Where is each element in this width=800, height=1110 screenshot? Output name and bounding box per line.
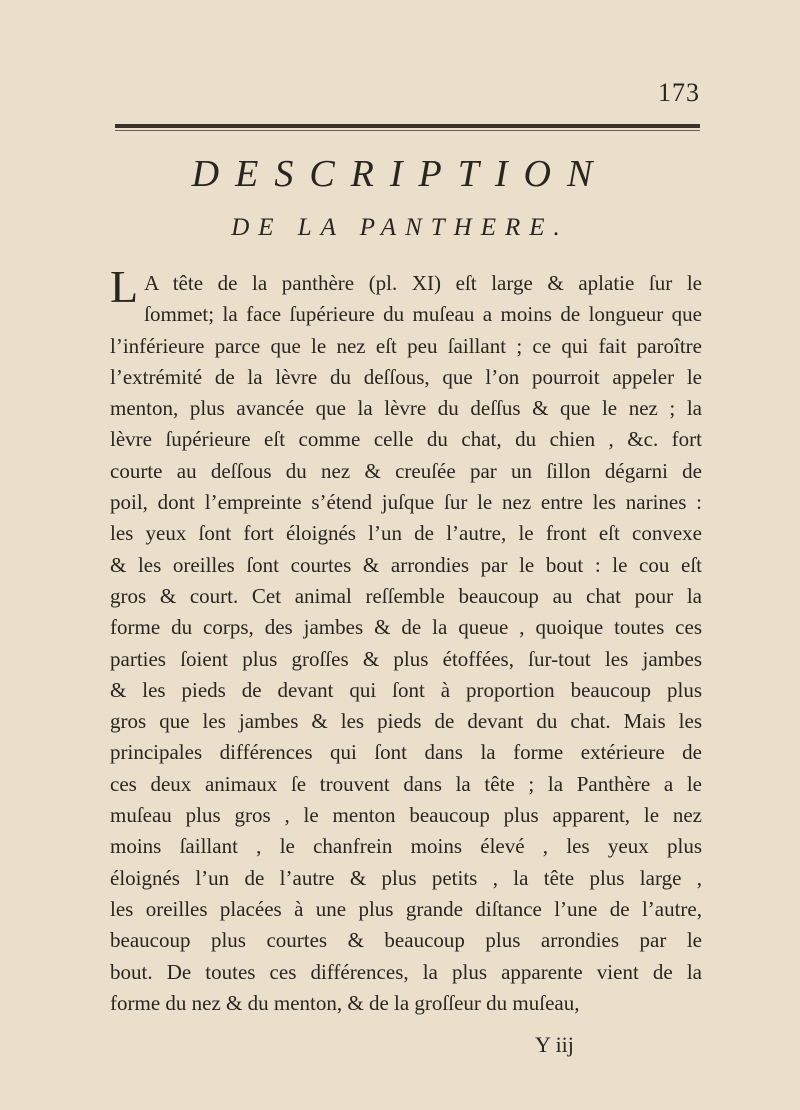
text-line: ces deux animaux ſe trouvent dans la tête ; la Panthère a le xyxy=(110,771,702,796)
text-line: courte au deſſous du nez & creuſée par un ſillon dégarni de xyxy=(110,458,702,483)
signature-mark: Y iij xyxy=(535,1032,574,1057)
text-line: & les oreilles ſont courtes & arrondies par le bout : le cou eſt xyxy=(110,552,702,577)
text-line: ſommet; la face ſupérieure du muſeau a moins de longueur que xyxy=(144,302,702,327)
text-line: bout. De toutes ces différences, la plus apparente vient de la xyxy=(110,959,702,984)
page-number: 173 xyxy=(658,78,700,107)
text-line: les oreilles placées à une plus grande diſtance l’une de l’autre, xyxy=(110,896,702,921)
text-line: muſeau plus gros , le menton beaucoup plus apparent, le nez xyxy=(110,803,702,828)
text-line: forme du nez & du menton, & de la groſſeur du muſeau, xyxy=(110,990,580,1015)
body-text xyxy=(110,261,702,1019)
text-line: beaucoup plus courtes & beaucoup plus arrondies par le xyxy=(110,928,702,953)
drop-cap: L xyxy=(110,261,139,312)
text-line: A tête de la panthère (pl. XI) eſt large & aplatie ſur le xyxy=(144,271,702,295)
chapter-subtitle: DE LA PANTHERE. xyxy=(231,214,569,241)
text-line: l’inférieure parce que le nez eſt peu ſaillant ; ce qui fait paroître xyxy=(110,333,702,358)
text-line: les yeux ſont fort éloignés l’un de l’autre, le front eſt convexe xyxy=(110,521,702,546)
text-line: parties ſoient plus groſſes & plus étoffées, ſur-tout les jambes xyxy=(110,646,702,671)
text-line: l’extrémité de la lèvre du deſſous, que l’on pourroit appeler le xyxy=(110,364,702,389)
text-line: lèvre ſupérieure eſt comme celle du chat, du chien , &c. fort xyxy=(110,427,702,452)
header-rule xyxy=(115,124,700,128)
text-line: forme du corps, des jambes & de la queue , quoique toutes ces xyxy=(110,615,702,640)
text-line: principales différences qui ſont dans la forme extérieure de xyxy=(110,740,702,765)
header-rule-thin xyxy=(115,130,700,131)
text-line: poil, dont l’empreinte s’étend juſque ſur le nez entre les narines : xyxy=(110,490,702,515)
text-line: gros & court. Cet animal reſſemble beaucoup au chat pour la xyxy=(110,583,702,608)
text-line: & les pieds de devant qui ſont à proportion beaucoup plus xyxy=(110,677,702,702)
text-line: gros que les jambes & les pieds de devant du chat. Mais les xyxy=(110,709,702,734)
chapter-title: DESCRIPTION xyxy=(191,153,609,195)
text-line: menton, plus avancée que la lèvre du deſſus & que le nez ; la xyxy=(110,396,702,421)
text-line: éloignés l’un de l’autre & plus petits , la tête plus large , xyxy=(110,865,702,890)
text-line: moins ſaillant , le chanfrein moins élevé , les yeux plus xyxy=(110,834,702,859)
